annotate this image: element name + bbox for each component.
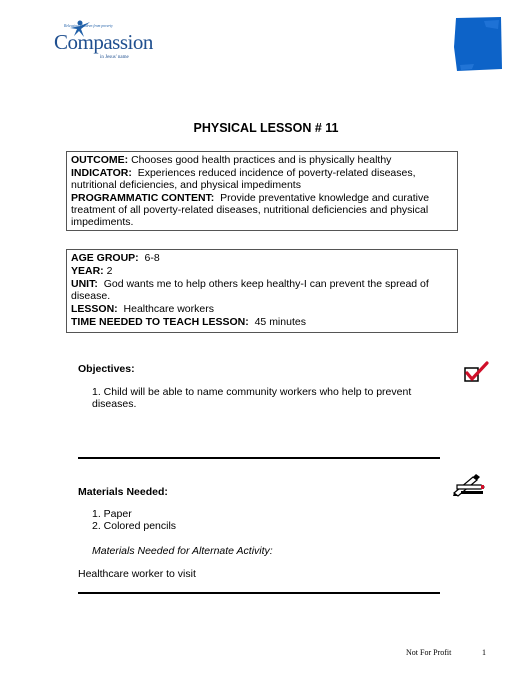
objectives-heading: Objectives: [78,363,135,375]
pencils-icon [451,471,487,497]
logo-tagline: Releasing children from poverty [64,24,113,28]
content-value: Provide preventative knowledge and curative treatment of all poverty-related diseases, nutritional deficiencies and physical impediments. [71,192,430,228]
outcome-box [66,151,458,231]
content-label: PROGRAMMATIC CONTENT: [71,192,215,204]
page-number: 1 [482,648,486,657]
lesson-value: Healthcare workers [123,303,214,315]
outcome-row [71,154,453,166]
unit-row [71,278,453,302]
time-label: TIME NEEDED TO TEACH LESSON: [71,316,249,328]
outcome-label: OUTCOME: [71,154,129,166]
age-label: AGE GROUP: [71,252,139,264]
materials-heading: Materials Needed: [78,486,168,498]
year-label: YEAR: [71,265,104,277]
footer-text: Not For Profit [406,648,452,657]
blue-decoration [454,17,502,71]
lesson-label: LESSON: [71,303,118,315]
divider [78,592,440,594]
unit-label: UNIT: [71,278,98,290]
logo-subline: in Jesus' name [100,55,129,60]
time-value: 45 minutes [254,316,306,328]
indicator-value: Experiences reduced incidence of poverty-related diseases, nutritional deficiencies, and physical impediments [71,167,416,191]
objective-item: 1. Child will be able to name community workers who help to prevent diseases. [92,386,412,410]
content-row [71,192,453,228]
year-row [71,265,453,277]
alternate-materials-text: Healthcare worker to visit [78,568,196,580]
material-item: 2. Colored pencils [92,520,177,532]
material-item: 1. Paper [92,508,132,520]
lesson-info-box [66,249,458,333]
lesson-row [71,303,453,315]
indicator-label: INDICATOR: [71,167,132,179]
compassion-logo [54,20,164,68]
alternate-materials-heading: Materials Needed for Alternate Activity: [92,545,273,557]
indicator-row [71,167,453,191]
divider [78,457,440,459]
year-value: 2 [106,265,113,277]
age-value: 6-8 [144,252,160,264]
checkbox-checked-icon [463,361,489,383]
time-row [71,316,453,328]
logo-wordmark: Compassion [54,30,153,54]
page-title: PHYSICAL LESSON # 11 [193,121,339,135]
unit-value: God wants me to help others keep healthy-I can prevent the spread of disease. [71,278,429,302]
age-row [71,252,453,264]
outcome-value: Chooses good health practices and is physically healthy [131,154,392,166]
